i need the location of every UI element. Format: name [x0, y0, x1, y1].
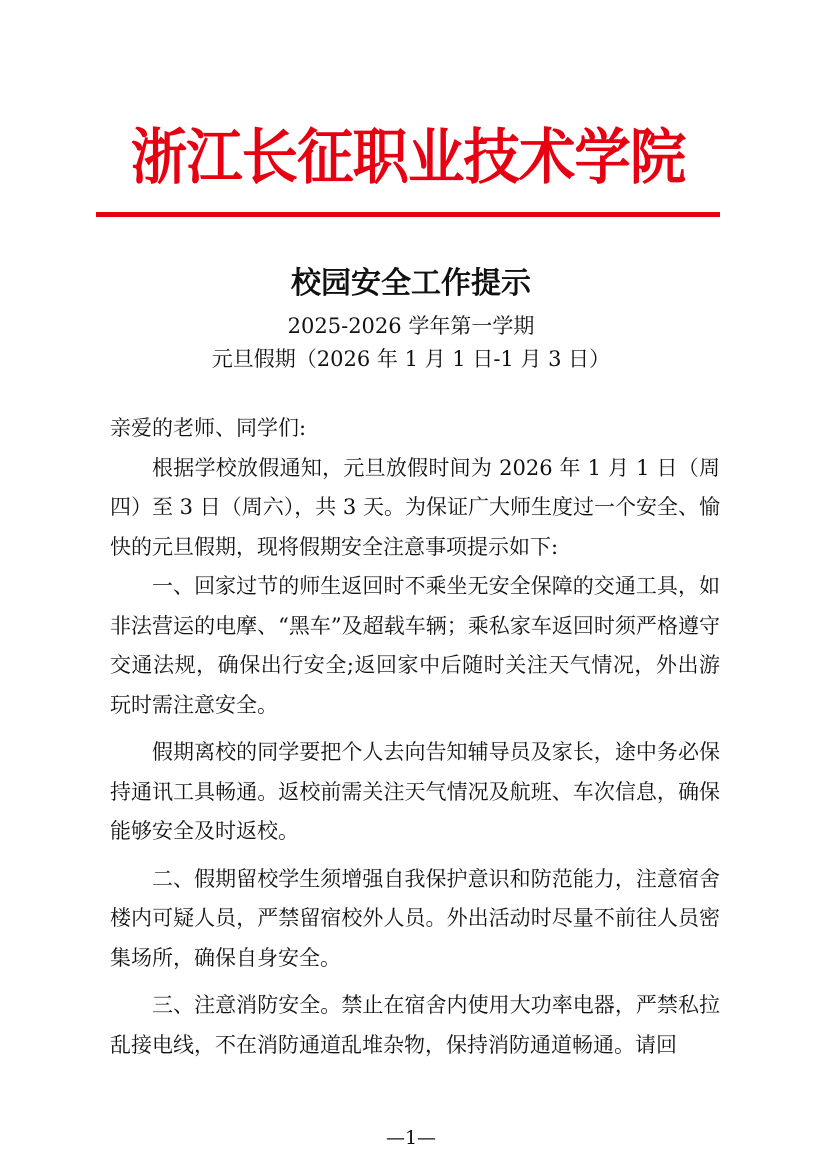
document-title: 校园安全工作提示: [291, 266, 531, 301]
semester-line: 2025-2026 学年第一学期: [287, 314, 535, 338]
item-1-extra-paragraph: 假期离校的同学要把个人去向告知辅导员及家长，途中务必保持通讯工具畅通。返校前需关注天气情况及航班、车次信息，确保能够安全及时返校。: [110, 740, 720, 843]
item-2-paragraph: 二、假期留校学生须增强自我保护意识和防范能力，注意宿舍楼内可疑人员，严禁留宿校外人员。外出活动时尽量不前往人员密集场所，确保自身安全。: [110, 866, 720, 970]
document-body: [110, 409, 720, 1065]
holiday-period-line: 元旦假期（2026 年 1 月 1 日-1 月 3 日）: [211, 347, 611, 371]
institution-letterhead: 浙江长征职业技术学院: [130, 123, 686, 193]
item-1-paragraph: 一、回家过节的师生返回时不乘坐无安全保障的交通工具，如非法营运的电摩、“黑车”及超载车辆；乘私家车返回时须严格遵守交通法规，确保出行安全;返回家中后随时关注天气情况，外出游玩时需注意安全。: [110, 574, 720, 717]
salutation: 亲爱的老师、同学们:: [110, 416, 307, 440]
intro-paragraph: 根据学校放假通知，元旦放假时间为 2026 年 1 月 1 日（周四）至 3 日（周六），共 3 天。为保证广大师生度过一个安全、愉快的元旦假期，现将假期安全注意事项提示如下:: [110, 455, 720, 559]
item-3-paragraph: 三、注意消防安全。禁止在宿舍内使用大功率电器，严禁私拉乱接电线，不在消防通道乱堆杂物，保持消防通道畅通。请回: [110, 993, 720, 1057]
page-number: —1—: [385, 1127, 437, 1149]
letterhead-red-rule: [96, 212, 720, 217]
